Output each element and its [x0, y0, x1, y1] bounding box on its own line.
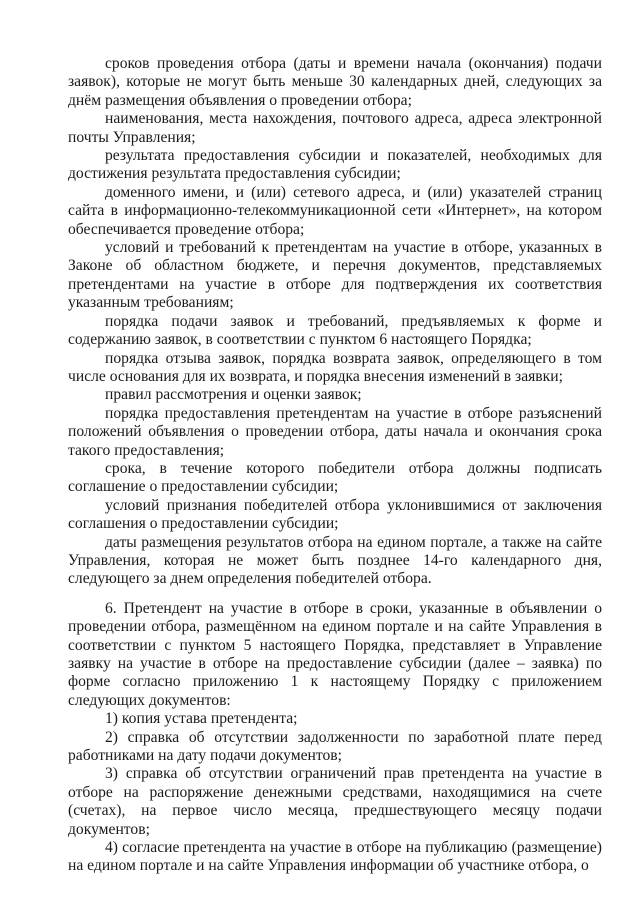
paragraph-signing-term: срока, в течение которого победители отбора должны подписать соглашение о предоставлении субсидии; [68, 459, 602, 496]
paragraph-withdrawal: порядка отзыва заявок, порядка возврата заявок, определяющего в том числе основания для их возврата, и порядка внесения изменений в заявки; [68, 349, 602, 385]
list-item-salary-certificate: 2) справка об отсутствии задолженности по заработной плате перед работниками на дату подачи документов; [68, 728, 602, 765]
list-item-publication-consent: 4) согласие претендента на участие в отборе на публикацию (размещение) на едином портале и на сайте Управления информации об участнике отбора, о [68, 839, 602, 875]
paragraph-submission: порядка подачи заявок и требований, предъявляемых к форме и содержанию заявок, в соответствии с пунктом 6 настоящего Порядка; [68, 312, 602, 349]
list-item-charter: 1) копия устава претендента; [105, 710, 298, 728]
paragraph-domain: доменного имени, и (или) сетевого адреса, и (или) указателей страниц сайта в информационно-телекоммуникационной сети «Интернет», на котором обеспечивается проведение отбора; [68, 183, 602, 238]
paragraph-evasion: условий признания победителей отбора уклонившимися от заключения соглашения о предоставлении субсидии; [68, 496, 602, 533]
paragraph-section-6: 6. Претендент на участие в отборе в сроки, указанные в объявлении о проведении отбора, размещённом на едином портале и на сайте Управления в соответствии с пунктом 5 настоящего Порядка, представляет в Управление заявку на участие в отборе на предоставление субсидии (далее – заявка) по форме согласно приложению 1 к настоящему Порядку с приложением следующих документов: [68, 599, 602, 709]
paragraph-clarifications: порядка предоставления претендентам на участие в отборе разъяснений положений объявления о проведении отбора, даты начала и окончания срока такого предоставления; [68, 404, 602, 459]
paragraph-deadlines: сроков проведения отбора (даты и времени начала (окончания) подачи заявок), которые не могут быть меньше 30 календарных дней, следующих за днём размещения объявления о проведении отбора; [68, 55, 602, 109]
paragraph-review-rules: правил рассмотрения и оценки заявок; [105, 386, 362, 404]
paragraph-requirements: условий и требований к претендентам на участие в отборе, указанных в Законе об областном бюджете, и перечня документов, представляемых претендентами на участие в отборе для подтверждения их соответствия указанным требованиям; [68, 239, 602, 312]
list-item-account-certificate: 3) справка об отсутствии ограничений прав претендента на участие в отборе на распоряжение денежными средствами, находящимися на счете (счетах), на первое число месяца, предшествующего месяцу подачи документов; [68, 765, 602, 838]
document-body [68, 55, 602, 876]
paragraph-results-date: даты размещения результатов отбора на едином портале, а также на сайте Управления, которая не может быть позднее 14-го календарного дня, следующего за днем определения победителей отбора. [68, 533, 602, 588]
paragraph-result: результата предоставления субсидии и показателей, необходимых для достижения результата предоставления субсидии; [68, 147, 602, 183]
paragraph-contacts: наименования, места нахождения, почтового адреса, адреса электронной почты Управления; [68, 110, 602, 146]
